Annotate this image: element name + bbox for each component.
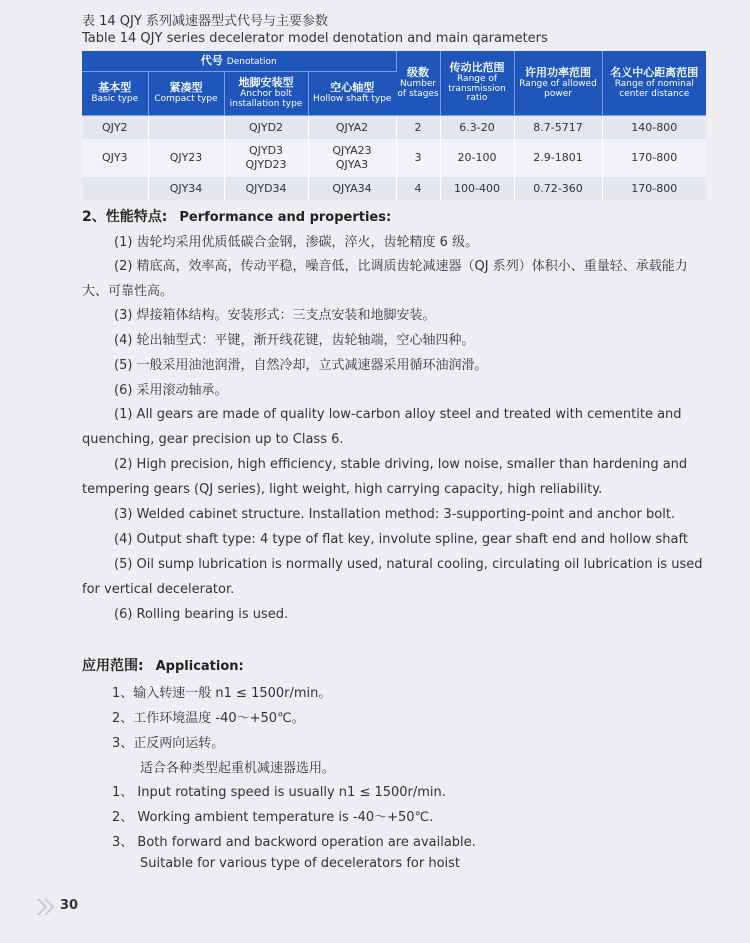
cell-stages: 2 bbox=[396, 116, 440, 140]
table-title-en: Table 14 QJY series decelerator model denotation and main qarameters bbox=[82, 31, 548, 46]
power-header: 许用功率范围 Range of allowed power bbox=[514, 51, 602, 116]
cell-stages: 3 bbox=[396, 139, 440, 177]
anchor-type-header: 地脚安装型 Anchor bolt installation type bbox=[224, 72, 308, 116]
spec-table bbox=[82, 51, 706, 200]
denotation-header: 代号 Denotation bbox=[82, 51, 396, 72]
cell-compact: QJY34 bbox=[148, 177, 224, 200]
page-number: 30 bbox=[60, 898, 79, 913]
cell-basic bbox=[82, 177, 148, 200]
performance-cn-4: (4) 轮出轴型式：平键，渐开线花键，齿轮轴端，空心轴四种。 bbox=[114, 333, 475, 348]
cell-distance: 170-800 bbox=[602, 177, 706, 200]
cell-power: 8.7-5717 bbox=[514, 116, 602, 140]
performance-cn-5: (5) 一般采用油池润滑，自然冷却，立式减速器采用循环油润滑。 bbox=[114, 358, 488, 373]
cell-compact bbox=[148, 116, 224, 140]
performance-cn-2: (2) 精底高，效率高，传动平稳，噪音低，比调质齿轮减速器（QJ 系列）体积小、重量轻、承载能力大、可靠性高。 bbox=[82, 259, 688, 299]
application-en-2: 2、 Working ambient temperature is -40～+50℃. bbox=[112, 810, 434, 825]
table-row bbox=[82, 177, 706, 200]
application-cn-2: 2、工作环境温度 -40～+50℃。 bbox=[112, 711, 305, 726]
cell-hollow: QJYA34 bbox=[308, 177, 396, 200]
performance-en-1: (1) All gears are made of quality low-carbon alloy steel and treated with cementite and quenching, gear precision up to Class 6. bbox=[82, 407, 682, 447]
cell-anchor: QJYD3 QJYD23 bbox=[224, 139, 308, 177]
stages-header: 级数 Number of stages bbox=[396, 51, 440, 116]
chevron-right-icon bbox=[36, 897, 60, 917]
cell-anchor: QJYD34 bbox=[224, 177, 308, 200]
performance-en-4: (4) Output shaft type: 4 type of flat key, involute spline, gear shaft end and hollow shaft bbox=[114, 532, 688, 547]
cell-power: 2.9-1801 bbox=[514, 139, 602, 177]
performance-en-3: (3) Welded cabinet structure. Installation method: 3-supporting-point and anchor bolt. bbox=[114, 507, 676, 522]
table-row bbox=[82, 139, 706, 177]
cell-ratio: 100-400 bbox=[440, 177, 514, 200]
cell-power: 0.72-360 bbox=[514, 177, 602, 200]
application-en-note: Suitable for various type of decelerators for hoist bbox=[140, 856, 461, 871]
cell-distance: 140-800 bbox=[602, 116, 706, 140]
application-cn-1: 1、输入转速一般 n1 ≤ 1500r/min。 bbox=[112, 686, 332, 701]
performance-heading: 2、性能特点: Performance and properties: bbox=[82, 209, 392, 225]
cell-stages: 4 bbox=[396, 177, 440, 200]
cell-compact: QJY23 bbox=[148, 139, 224, 177]
performance-en-5: (5) Oil sump lubrication is normally used, natural cooling, circulating oil lubrication is used for vertical decelerator. bbox=[82, 557, 703, 597]
cell-hollow: QJYA2 bbox=[308, 116, 396, 140]
performance-en-2: (2) High precision, high efficiency, stable driving, low noise, smaller than hardening and tempering gears (QJ series), light weight, high carrying capacity, high reliability. bbox=[82, 457, 688, 497]
cell-distance: 170-800 bbox=[602, 139, 706, 177]
performance-cn-1: (1) 齿轮均采用优质低碳合金钢，渗碳，淬火，齿轮精度 6 级。 bbox=[114, 235, 479, 250]
table-title-cn: 表 14 QJY 系列减速器型式代号与主要参数 bbox=[82, 14, 328, 29]
cell-ratio: 6.3-20 bbox=[440, 116, 514, 140]
performance-en-6: (6) Rolling bearing is used. bbox=[114, 607, 289, 622]
compact-type-header: 紧凑型 Compact type bbox=[148, 72, 224, 116]
distance-header: 名义中心距离范围 Range of nominal center distance bbox=[602, 51, 706, 116]
cell-hollow: QJYA23 QJYA3 bbox=[308, 139, 396, 177]
performance-cn-3: (3) 焊接箱体结构。安装形式：三支点安装和地脚安装。 bbox=[114, 308, 436, 323]
application-heading: 应用范围: Application: bbox=[82, 658, 244, 674]
performance-cn-6: (6) 采用滚动轴承。 bbox=[114, 383, 228, 398]
application-cn-3: 3、正反两向运转。 bbox=[112, 736, 225, 751]
cell-basic: QJY3 bbox=[82, 139, 148, 177]
basic-type-header: 基本型 Basic type bbox=[82, 72, 148, 116]
cell-ratio: 20-100 bbox=[440, 139, 514, 177]
application-en-1: 1、 Input rotating speed is usually n1 ≤ 1500r/min. bbox=[112, 785, 446, 800]
cell-anchor: QJYD2 bbox=[224, 116, 308, 140]
table-row bbox=[82, 116, 706, 140]
cell-basic: QJY2 bbox=[82, 116, 148, 140]
hollow-type-header: 空心轴型 Hollow shaft type bbox=[308, 72, 396, 116]
application-cn-note: 适合各种类型起重机减速器选用。 bbox=[140, 761, 336, 776]
ratio-header: 传动比范围 Range of transmission ratio bbox=[440, 51, 514, 116]
application-en-3: 3、 Both forward and backword operation are available. bbox=[112, 835, 476, 850]
